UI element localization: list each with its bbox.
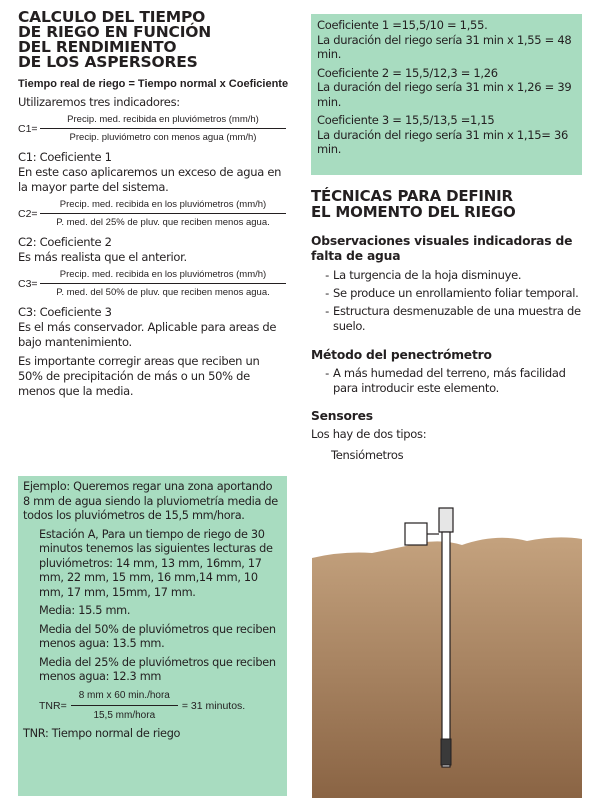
pen-heading: Método del penectrómetro	[311, 348, 492, 362]
formula-c3	[18, 269, 286, 299]
tube-cap	[439, 508, 453, 532]
c1-title: C1: Coeficiente 1	[18, 150, 112, 164]
left-column	[18, 8, 289, 399]
example-station: Estación A, Para un tiempo de riego de 30 minutos tenemos las siguientes lecturas de pluviómetros: 14 mm, 13 mm, 16mm, 17 mm, 22 mm, 15 mm, 16 mm,14 mm, 10 mm, 17 mm, 15mm, 17 mm.	[39, 527, 273, 599]
section-title-calculo	[18, 10, 286, 70]
list-item: - La turgencia de la hoja disminuye.	[325, 268, 522, 282]
c2-text: Es más realista que el anterior.	[18, 250, 187, 264]
title-line: CALCULO DEL TIEMPO	[18, 8, 206, 26]
fraction	[71, 689, 178, 723]
tensiometer-svg	[312, 503, 582, 798]
numerator: Precip. med. recibida en los pluviómetros (mm/h)	[40, 199, 286, 214]
example-media: Media: 15.5 mm.	[39, 604, 131, 617]
c1-text: En este caso aplicaremos un exceso de agua en la mayor parte del sistema.	[18, 165, 282, 194]
obs-heading: Observaciones visuales indicadoras de falta de agua	[311, 234, 573, 263]
sens-heading: Sensores	[311, 409, 373, 423]
list-item: - Estructura desmenuzable de una muestra de suelo.	[325, 304, 581, 333]
tnr-rhs: = 31 minutos.	[181, 699, 246, 712]
fraction	[40, 199, 286, 229]
coef2-line: Coeficiente 2 = 15,5/12,3 = 1,26	[317, 65, 498, 80]
c3-text: Es el más conservador. Aplicable para areas de bajo mantenimiento.	[18, 320, 277, 349]
tnr-lhs: TNR=	[39, 699, 67, 712]
numerator: Precip. med. recibida en los pluviómetros (mm/h)	[40, 269, 286, 284]
coef1-line: Coeficiente 1 =15,5/10 = 1,55.	[317, 18, 488, 32]
title-line: TÉCNICAS PARA DEFINIR	[311, 187, 513, 205]
right-column	[311, 188, 582, 463]
title-line: DE LOS ASPERSORES	[18, 53, 198, 71]
coef3-line: Coeficiente 3 = 15,5/13,5 =1,15	[317, 113, 495, 127]
formula-c2	[18, 199, 286, 229]
intro-text: Utilizaremos tres indicadores:	[18, 95, 180, 109]
formula-lhs: C2=	[18, 208, 38, 220]
dur2-line: La duración del riego sería 31 min x 1,26 = 39 min.	[317, 80, 572, 109]
list-item: - A más humedad del terreno, más facilidad para introducir este elemento.	[325, 366, 566, 395]
title-line: DEL RENDIMIENTO	[18, 38, 177, 56]
formula-lhs: C3=	[18, 278, 38, 290]
important-text: Es importante corregir areas que reciben un 50% de precipitación de más o un 50% de menos que la media.	[18, 354, 260, 398]
tensiometer-illustration	[312, 503, 582, 798]
sens-text: Los hay de dos tipos:	[311, 427, 427, 441]
tnr-note: TNR: Tiempo normal de riego	[23, 726, 181, 740]
sens-type: Tensiómetros	[331, 448, 404, 462]
coefficients-box	[311, 14, 582, 175]
obs-list	[311, 268, 582, 334]
dur1-line: La duración del riego sería 31 min x 1,55 = 48 min.	[317, 32, 572, 61]
formula-lhs: C1=	[18, 123, 38, 135]
gauge-box	[405, 523, 427, 545]
fraction	[40, 269, 286, 299]
example-media25: Media del 25% de pluviómetros que reciben menos agua: 12.3 mm	[39, 655, 276, 683]
numerator: Precip. med. recibida en pluviómetros (mm/h)	[40, 114, 286, 129]
formula-c1	[18, 114, 286, 144]
example-intro: Ejemplo: Queremos regar una zona aportando 8 mm de agua siendo la pluviometría media de todos los pluviómetros de 15,5 mm/hora.	[23, 480, 278, 522]
c3-title: C3: Coeficiente 3	[18, 305, 112, 319]
fraction	[40, 114, 286, 144]
title-line: DE RIEGO EN FUNCIÓN	[18, 23, 212, 41]
formula-subhead: Tiempo real de riego = Tiempo normal x Coeficiente	[18, 78, 289, 90]
tnr-formula	[23, 689, 281, 723]
example-box	[18, 476, 287, 796]
denominator: P. med. del 50% de pluv. que reciben menos agua.	[56, 287, 270, 298]
denominator: P. med. del 25% de pluv. que reciben menos agua.	[56, 217, 270, 228]
tube	[442, 532, 450, 767]
numerator: 8 mm x 60 min./hora	[71, 689, 178, 706]
pen-list	[311, 366, 582, 396]
section-title-tecnicas	[311, 188, 582, 220]
list-item: - Se produce un enrollamiento foliar temporal.	[325, 286, 579, 300]
example-media50: Media del 50% de pluviómetros que reciben menos agua: 13.5 mm.	[39, 622, 276, 650]
dur3-line: La duración del riego sería 31 min x 1,15= 36 min.	[317, 127, 569, 156]
c2-title: C2: Coeficiente 2	[18, 235, 112, 249]
title-line: EL MOMENTO DEL RIEGO	[311, 203, 516, 221]
denominator: 15,5 mm/hora	[93, 709, 156, 721]
ceramic-tip	[441, 739, 451, 765]
denominator: Precip. pluviómetro con menos agua (mm/h)	[69, 132, 257, 143]
